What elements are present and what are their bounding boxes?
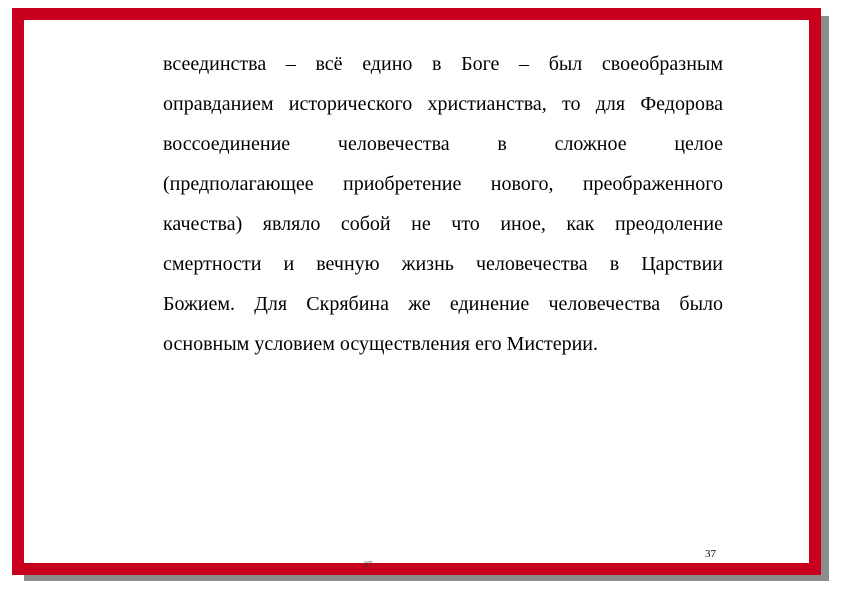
text-line-5: качества) являло собой не что иное, как преодоление	[163, 213, 723, 235]
text-line-8: основным условием осуществления его Мистерии.	[163, 333, 598, 355]
page-number-footer: 37	[364, 560, 372, 569]
page-body	[163, 44, 723, 364]
text-line-4: (предполагающее приобретение нового, преображенного	[163, 173, 723, 195]
page-number: 37	[705, 548, 716, 560]
text-line-3: воссоединение человечества в сложное целое	[163, 133, 723, 155]
body-paragraph	[163, 44, 723, 364]
text-line-2: оправданием исторического христианства, то для Федорова	[163, 93, 723, 115]
text-line-6: смертности и вечную жизнь человечества в Царствии	[163, 253, 723, 275]
text-line-7: Божием. Для Скрябина же единение человечества было	[163, 293, 723, 315]
text-line-1: всеединства – всё едино в Боге – был своеобразным	[163, 53, 723, 75]
